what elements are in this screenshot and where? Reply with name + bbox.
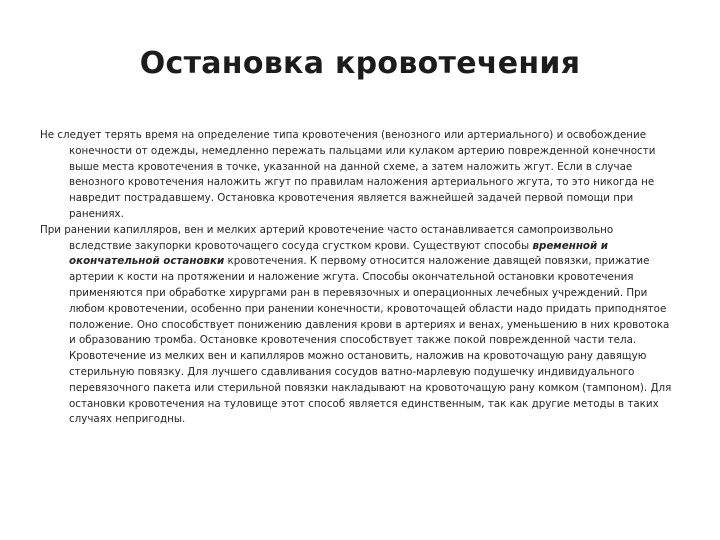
slide-title: Остановка кровотечения	[139, 46, 581, 81]
slide-body	[40, 128, 678, 428]
paragraph-2-text-end: кровотечения. К первому относится наложение давящей повязки, прижатие артерии к кости на протяжении и наложение жгута. Способы окончательной остановки кровотечения применяются при обработке хирургами ран в перевязочных и операционных лечебных учреждений. При любом кровотечении, особенно при ранении конечности, кровоточащей области надо придать приподнятое положение. Оно способствует понижению давления крови в артериях и венах, уменьшению в них кровотока и образованию тромба. Остановке кровотечения способствует также покой поврежденной части тела. Кровотечение из мелких вен и капилляров можно остановить, наложив на кровоточащую рану давящую стерильную повязку. Для лучшего сдавливания сосудов ватно-марлевую подушечку индивидуального перевязочного пакета или стерильной повязки накладывают на кровоточащую рану комком (тампоном). Для остановки кровотечения на туловище этот способ является единственным, так как другие методы в таких случаях непригодны.	[69, 255, 672, 426]
paragraph-2-emphasis: временной и окончательной остановки	[69, 239, 609, 268]
paragraph-1: Не следует терять время на определение типа кровотечения (венозного или артериального) и освобождение конечности от одежды, немедленно пережать пальцами или кулаком артерию поврежденной конечности выше места кровотечения в точке, указанной на данной схеме, а затем наложить жгут. Если в случае венозного кровотечения наложить жгут по правилам наложения артериального жгута, то это никогда не навредит пострадавшему. Остановка кровотечения является важнейшей задачей первой помощи при ранениях.	[40, 129, 656, 220]
paragraph-2	[40, 223, 678, 428]
paragraph-2-text-start: При ранении капилляров, вен и мелких артерий кровотечение часто останавливается самопроизвольно вследствие закупорки кровоточащего сосуда сгустком крови. Существуют способы	[40, 223, 614, 252]
